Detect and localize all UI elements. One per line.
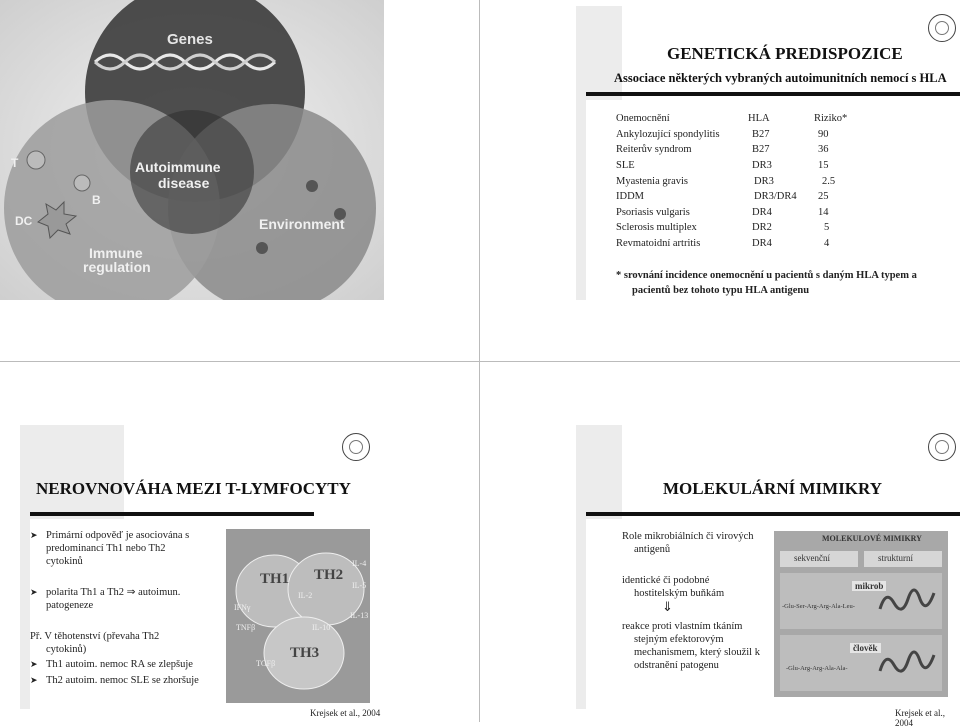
mimicry-reaction: reakce proti vlastním tkáním	[622, 621, 743, 632]
microbe-label: mikrob	[852, 581, 886, 591]
il4-label: IL-4	[352, 559, 367, 568]
risk-note: * srovnání incidence onemocnění u pacientů s daným HLA typem a	[616, 270, 917, 281]
bullet-arrow-icon: ➤	[30, 587, 38, 597]
bullet-polarity-2: patogeneze	[46, 600, 94, 611]
header-hla: HLA	[748, 113, 770, 125]
hla-cell: DR4	[752, 238, 772, 250]
slide-accent-block	[20, 425, 124, 519]
disease-cell: Revmatoidní artritis	[616, 238, 701, 250]
environment-label: Environment	[259, 216, 345, 232]
mimicry-role-2: antigenů	[634, 544, 671, 555]
table-row	[616, 189, 847, 205]
risk-cell: 36	[818, 144, 829, 156]
title-underline	[586, 512, 960, 516]
structure-header-label: strukturní	[878, 553, 913, 563]
il2-label: IL-2	[298, 591, 313, 600]
table-row	[616, 205, 847, 221]
th1-label: TH1	[260, 571, 290, 587]
bullet-th1-ra: Th1 autoim. nemoc RA se zlepšuje	[46, 659, 193, 670]
virus-icon	[256, 242, 268, 254]
sequence-header-label: sekvenční	[794, 553, 830, 563]
th-cells-figure	[226, 529, 370, 703]
mimicry-identical-2: hostitelským buňkám	[634, 588, 725, 599]
mimicry-reaction-2: stejným efektorovým	[634, 634, 724, 645]
risk-cell: 5	[824, 222, 830, 234]
title-underline	[586, 92, 960, 96]
risk-cell: 90	[818, 128, 829, 140]
bullet-arrow-icon: ➤	[30, 530, 38, 540]
th2-label: TH2	[314, 567, 344, 583]
example-pregnancy-2: cytokinů)	[46, 644, 87, 655]
mimicry-figure	[774, 531, 948, 697]
risk-cell: 2.5	[822, 175, 836, 187]
bullet-polarity: polarita Th1 a Th2 ⇒ autoimun.	[46, 587, 181, 598]
tnf-beta-label: TNFβ	[236, 623, 256, 632]
disease-cell: Sclerosis multiplex	[616, 222, 697, 234]
figure-title: MOLEKULOVÉ MIMIKRY	[822, 534, 922, 543]
disease-cell: Myastenia gravis	[616, 175, 689, 187]
mimicry-title: MOLEKULÁRNÍ MIMIKRY	[663, 479, 882, 498]
table-row	[616, 142, 847, 158]
il13-label: IL-13	[350, 611, 369, 620]
hla-cell: DR3	[752, 160, 772, 172]
peptide-structure-icon	[774, 531, 948, 697]
microbe-sequence: -Glu-Ser-Arg-Arg-Ala-Leu-	[782, 603, 855, 610]
bullet-primary-response-2: predominancí Th1 nebo Th2	[46, 543, 166, 554]
risk-cell: 14	[818, 206, 829, 218]
risk-cell: 25	[818, 191, 829, 203]
human-label: člověk	[850, 643, 881, 653]
t-cell-label: T	[11, 156, 19, 170]
imbalance-title: NEROVNOVÁHA MEZI T-LYMFOCYTY	[36, 479, 351, 498]
table-row	[616, 158, 847, 174]
microbe-peptide-curve	[880, 590, 934, 609]
university-logo-icon	[928, 433, 956, 461]
title-underline	[30, 512, 314, 516]
bullet-primary-response-3: cytokinů	[46, 556, 83, 567]
university-logo-icon	[342, 433, 370, 461]
disease-cell: SLE	[616, 160, 635, 172]
human-sequence: -Glu-Arg-Arg-Ala-Ala-	[786, 665, 848, 672]
university-logo-icon	[928, 14, 956, 42]
tgf-beta-label: TGFβ	[256, 659, 276, 668]
down-arrow-icon: ⇓	[662, 599, 673, 614]
table-header-row	[616, 111, 847, 127]
risk-cell: 15	[818, 160, 829, 172]
hla-cell: DR2	[752, 222, 772, 234]
regulation-label: regulation	[83, 259, 151, 275]
example-pregnancy: Př. V těhotenství (převaha Th2	[30, 631, 160, 642]
hla-cell: DR3	[754, 175, 774, 187]
hla-cell: B27	[752, 128, 770, 140]
genes-label: Genes	[167, 31, 213, 48]
bullet-arrow-icon: ➤	[30, 659, 38, 669]
mimicry-role: Role mikrobiálních či virových	[622, 531, 754, 542]
human-peptide-curve	[880, 652, 934, 671]
b-cell-label: B	[92, 193, 101, 207]
risk-note-continued: pacientů bez tohoto typu HLA antigenu	[632, 285, 810, 296]
table-row	[616, 236, 847, 252]
citation: Krejsek et al., 2004	[895, 708, 945, 728]
il10-label: IL-10	[312, 623, 331, 632]
venn-slide	[0, 0, 384, 300]
slide-accent-block	[576, 425, 622, 519]
disease-cell: Reiterův syndrom	[616, 144, 692, 156]
il5-label: IL-5	[352, 581, 367, 590]
virus-icon	[306, 180, 318, 192]
t-cell-icon	[27, 151, 45, 169]
immune-label: Immune	[89, 245, 143, 261]
slide-accent-strip	[576, 519, 586, 709]
slide-accent-strip	[576, 100, 586, 300]
disease-cell: IDDM	[616, 191, 644, 203]
mimicry-reaction-3: mechanismem, který sloužil k	[634, 647, 760, 658]
hla-cell: DR3/DR4	[754, 191, 797, 203]
bullet-primary-response: Primární odpověď je asociována s	[46, 530, 190, 541]
table-row	[616, 173, 847, 189]
dc-label: DC	[15, 214, 33, 228]
disease-cell: Psoriasis vulgaris	[616, 206, 690, 218]
bullet-arrow-icon: ➤	[30, 675, 38, 685]
slide-accent-strip	[20, 519, 30, 709]
hla-table	[616, 111, 847, 251]
ifn-gamma-label: IFNγ	[234, 603, 251, 612]
header-disease: Onemocnění	[616, 113, 670, 125]
disease-cell: Ankylozující spondylitis	[616, 128, 720, 140]
th3-label: TH3	[290, 645, 320, 661]
bullet-th2-sle: Th2 autoim. nemoc SLE se zhoršuje	[46, 675, 199, 686]
hla-cell: DR4	[752, 206, 772, 218]
table-row	[616, 220, 847, 236]
hla-cell: B27	[752, 144, 770, 156]
disease-label: disease	[158, 175, 210, 191]
autoimmune-label: Autoimmune	[135, 159, 221, 175]
header-risk: Riziko*	[814, 113, 848, 125]
horizontal-divider	[0, 361, 960, 362]
b-cell-icon	[74, 175, 90, 191]
mimicry-identical: identické či podobné	[622, 575, 710, 586]
genetic-subtitle: Associace některých vybraných autoimunitních nemocí s HLA	[614, 71, 947, 85]
table-row	[616, 127, 847, 143]
genetic-title: GENETICKÁ PREDISPOZICE	[667, 44, 903, 63]
citation: Krejsek et al., 2004	[310, 708, 381, 718]
mimicry-reaction-4: odstranění patogenu	[634, 660, 719, 671]
risk-cell: 4	[824, 238, 830, 250]
